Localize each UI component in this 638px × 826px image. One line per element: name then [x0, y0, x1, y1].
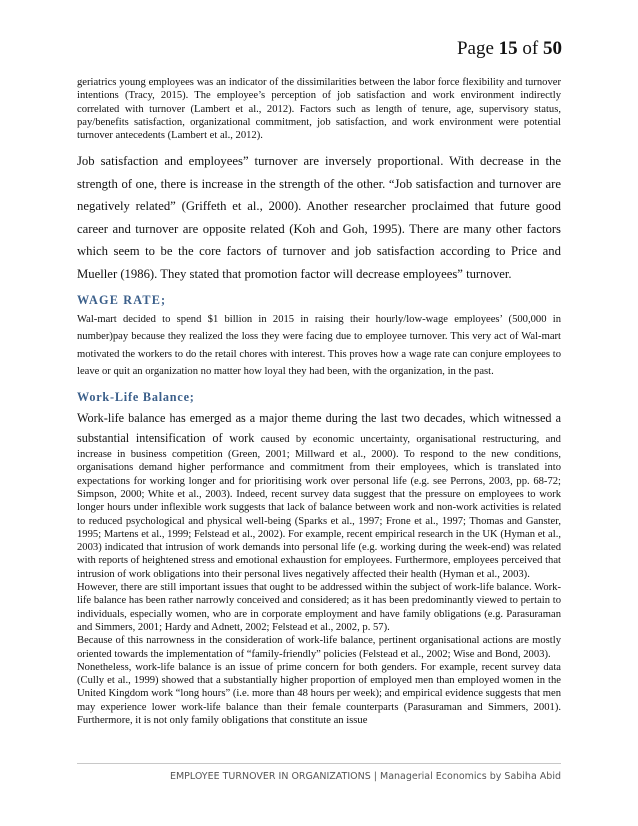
footer-text: EMPLOYEE TURNOVER IN ORGANIZATIONS | Managerial Economics by Sabiha Abid [169, 771, 561, 782]
page-body [77, 76, 561, 727]
paragraph-job-satisfaction: Job satisfaction and employees” turnover are inversely proportional. With decrease in the strength of one, there is increase in the strength of the other. “Job satisfaction and turnover are negatively related” (Griffeth et al., 2000). Another researcher proclaimed that future good career and turnover are opposite related (Koh and Goh, 1995). There are many other factors which seem to be the core factors of turnover and job satisfaction according to Price and Mueller (1986). They stated that promotion factor will decrease employees” turnover. [77, 154, 561, 281]
footer-divider [77, 763, 561, 764]
heading-wage-rate: WAGE RATE; [77, 292, 167, 307]
paragraph-turnover-antecedents: geriatrics young employees was an indicator of the dissimilarities between the labor force flexibility and turnover intentions (Tracy, 2015). The employee’s perception of job satisfaction and work environment indirectly correlated with turnover (Lambert et al., 2012). Factors such as length of tenure, age, supervisory status, pay/benefits satisfaction, organizational commitment, job satisfaction, and work environment were potential turnover antecedents (Lambert et al., 2012). [77, 77, 561, 142]
paragraph-rest-text: caused by economic uncertainty, organisational restructuring, and increase in business competition (Green, 2001; Millward et al., 2000). To respond to the new conditions, organisations demand higher performance and commitment from their employees, which is translated into expectations for working longer and for prioritising work over personal life (e.g. see Perrons, 2003, pp. 68-72; Simpson, 2000; White et al., 2003). Indeed, recent survey data suggest that the pressure on employees to work longer hours under inflexible work suggests that lack of balance between work and non-work activities is related to reduced psychological and physical well-being (Sparks et al., 1997; Frone et al., 1997; Thomas and Ganster, 1995; Martens et al., 1999; Felstead et al., 2002). For example, recent empirical research in the UK (Hyman et al., 2003) indicated that intrusion of work demands into personal life (e.g. working during the week-end) was related with reports of heightened stress and emotional exhaustion for employees. Furthermore, employees perceived that intrusion of work obligations into their personal lives negatively affected their health (Hyman et al., 2003). [77, 434, 561, 580]
paragraph-wage-rate: Wal-mart decided to spend $1 billion in 2015 in raising their hourly/low-wage employees’ (500,000 in number)pay because they realized the loss they were facing due to employee turnover. This very act of Wal-mart motivated the workers to do the retail chores with interest. This proves how a wage rate can conjure employees to leave or quit an organization no matter how loyal they had been, with the organization, in the past. [77, 313, 561, 377]
paragraph-narrowness: Because of this narrowness in the consideration of work-life balance, pertinent organisational actions are mostly oriented towards the implementation of “family-friendly” policies (Felstead et al., 2002; Wise and Bond, 2003). [77, 635, 561, 660]
page-total: 50 [543, 38, 562, 59]
page-of: of [517, 38, 543, 59]
heading-work-life-balance: Work-Life Balance; [77, 390, 195, 405]
page-current: 15 [498, 38, 518, 59]
page-prefix: Page [456, 38, 499, 59]
paragraph-lead-text: Work-life balance has emerged as a major theme during the last two decades, which witnessed a substantial intensification of work [77, 411, 561, 446]
paragraph-genders: Nonetheless, work-life balance is an issue of prime concern for both genders. For example, recent survey data (Cully et al., 1999) showed that a substantially higher proportion of employed men than employed women in the United Kingdom work “long hours” (i.e. more than 48 hours per week); and empirical evidence suggests that men may experience lower work-life balance than their female counterparts (Parasuraman and Simmers, 2001). Furthermore, it is not only family obligations that constitute an issue [77, 661, 561, 727]
paragraph-issues: However, there are still important issues that ought to be addressed within the subject of work-life balance. Work-life balance has been rather narrowly conceived and considered; as it has been predominantly viewed to pertain to individuals, especially women, who are in corporate employment and have family obligations (e.g. Parasuraman and Simmers, 2001; Hardy and Adnett, 2002; Felstead et al., 2002, p. 57). [77, 582, 561, 633]
paragraph-work-life-intro [77, 408, 561, 581]
page-number [457, 38, 562, 60]
